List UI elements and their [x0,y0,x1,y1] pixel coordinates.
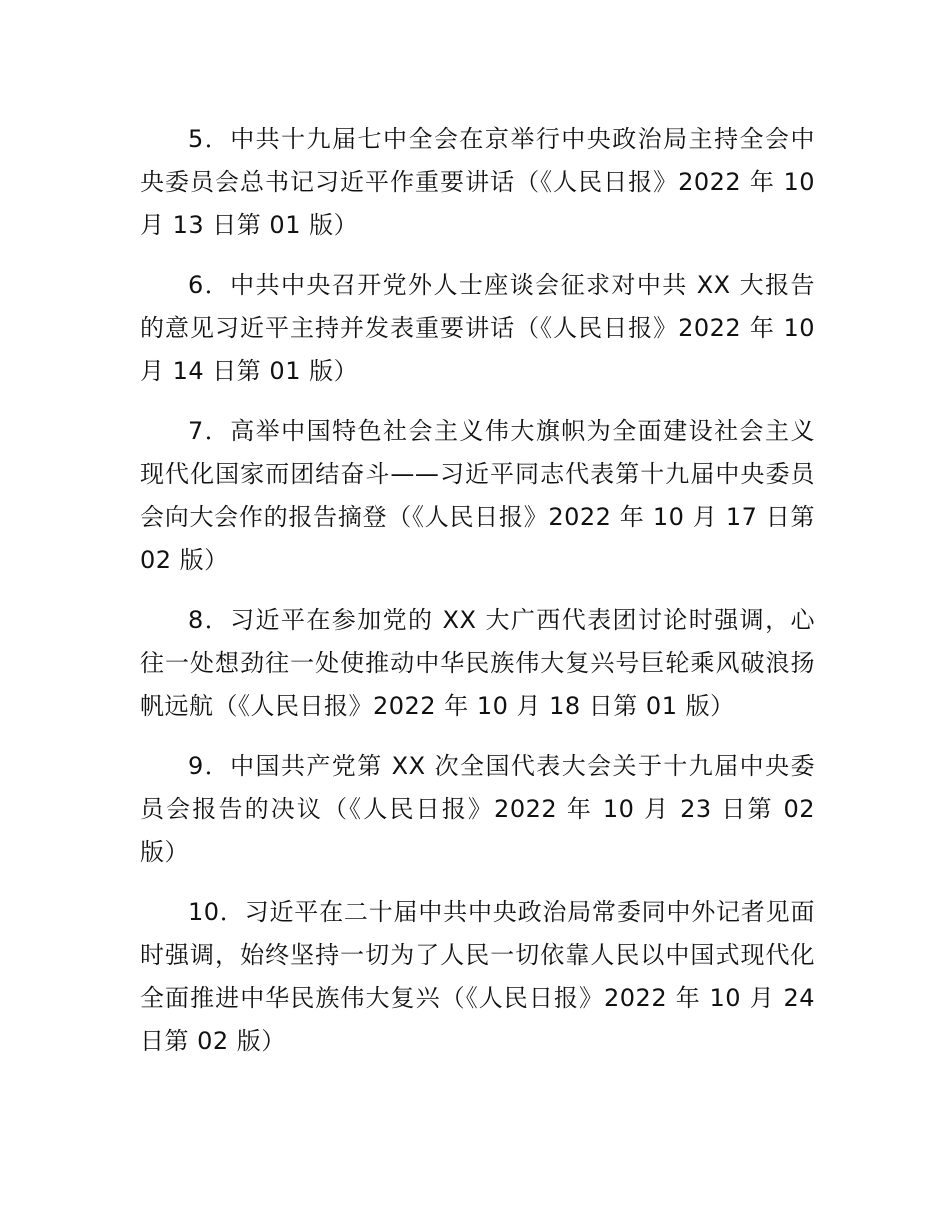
reference-item-5: 5．中共十九届七中全会在京举行中央政治局主持全会中央委员会总书记习近平作重要讲话（《人民日报》2022 年 10 月 13 日第 01 版） [140,125,815,239]
document-body [140,118,815,1080]
reference-item-7: 7．高举中国特色社会主义伟大旗帜为全面建设社会主义现代化国家而团结奋斗——习近平同志代表第十九届中央委员会向大会作的报告摘登（《人民日报》2022 年 10 月 17 日第 02 版） [140,417,815,574]
reference-item-9: 9．中国共产党第 XX 次全国代表大会关于十九届中央委员会报告的决议（《人民日报》2022 年 10 月 23 日第 02 版） [140,752,815,866]
reference-item-8: 8．习近平在参加党的 XX 大广西代表团讨论时强调，心往一处想劲往一处使推动中华民族伟大复兴号巨轮乘风破浪扬帆远航（《人民日报》2022 年 10 月 18 日第 01 版） [140,606,815,720]
reference-item-10: 10．习近平在二十届中共中央政治局常委同中外记者见面时强调，始终坚持一切为了人民一切依靠人民以中国式现代化全面推进中华民族伟大复兴（《人民日报》2022 年 10 月 24 日第 02 版） [140,898,815,1055]
reference-item-6: 6．中共中央召开党外人士座谈会征求对中共 XX 大报告的意见习近平主持并发表重要讲话（《人民日报》2022 年 10 月 14 日第 01 版） [140,271,815,385]
